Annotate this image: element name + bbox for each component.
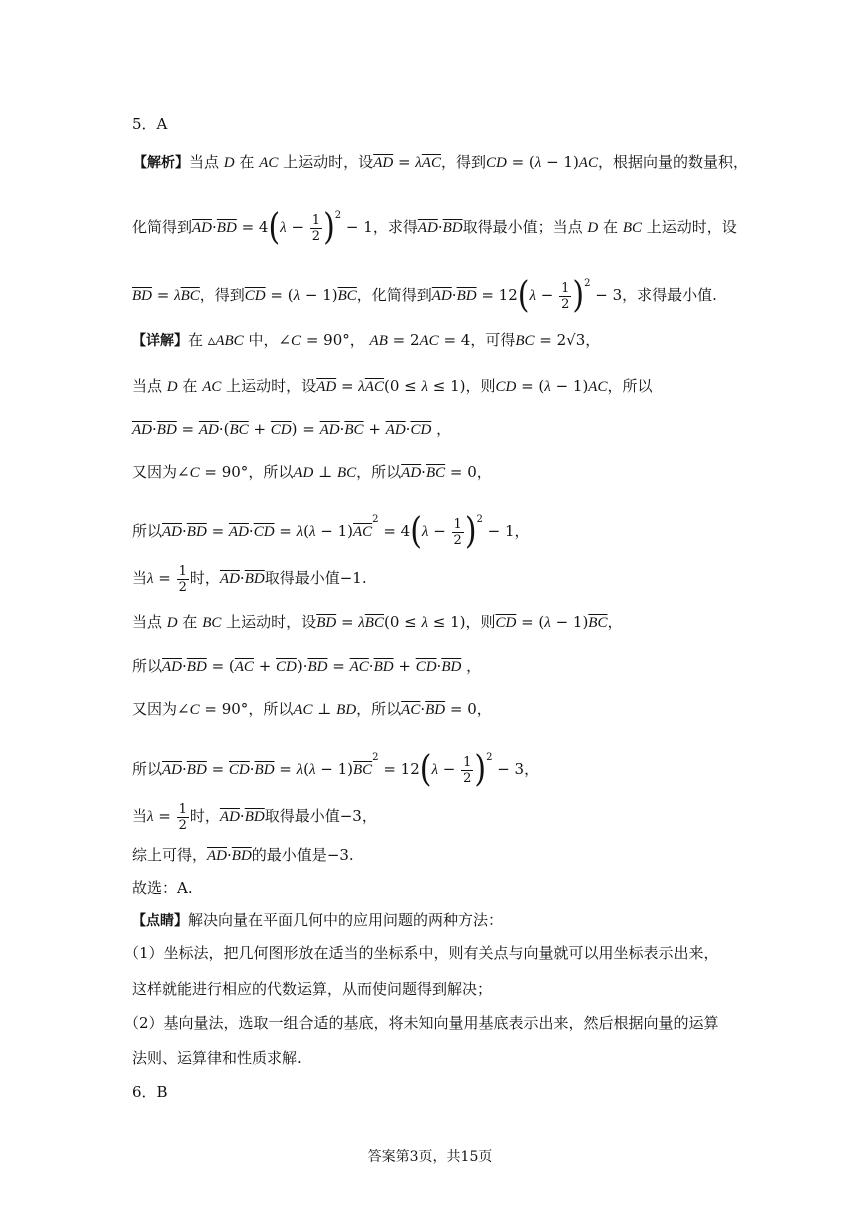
comment-line-4: （2）基向量法，选取一组合适的基底，将未知向量用基底表示出来，然后根据向量的运算 xyxy=(124,1014,719,1032)
comment-line-3: 这样就能进行相应的代数运算，从而使问题得到解决； xyxy=(132,980,493,998)
detail-line-7: 当点 D 在 BC 上运动时，设$\overline{BD} = \lambda\overline{BC}(0 \le \lambda \le 1)$，则$\overline{CD} = (\lambda - 1)\overline{BC}$， xyxy=(132,613,623,631)
detail-line-5: 所以$\overline{AD}\cdot\overline{BD} = \overline{AD}\cdot\overline{CD} = \lambda(\lambda - 1)\overline{AC}^2 = 4(\lambda$ − $\frac{1}{2}$ )$^2$ − 1， xyxy=(132,510,530,553)
comment-line-2: （1）坐标法，把几何图形放在适当的坐标系中，则有关点与向量就可以用坐标表示出来， xyxy=(124,944,719,962)
detail-line-10: 所以$\overline{AD}\cdot\overline{BD} = \overline{CD}\cdot\overline{BD} = \lambda(\lambda - 1)\overline{BC}^2 = 12(\lambda$ − $\frac{1}{2}$ )$^2$ − 3， xyxy=(132,748,540,791)
comment-line-1: 【点睛】解决向量在平面几何中的应用问题的两种方法： xyxy=(132,911,504,929)
detail-line-6: 当λ = $\frac{1}{2}$ 时，$\overline{AD}\cdot\overline{BD}$取得最小值−1. xyxy=(132,563,367,595)
detail-line-8: 所以$\overline{AD}\cdot\overline{BD} = (\overline{AC} + \overline{CD})\cdot\overline{BD} = \overline{AC}\cdot\overline{BD} + \overline{CD}\cdot\overline{BD}$ ， xyxy=(132,657,482,675)
analysis-line-1: 【解析】当点 D 在 AC 上运动时，设$\overline{AD} = \lambda\overline{AC}$，得到CD = (λ − 1)AC，根据向量的数量积， xyxy=(133,153,748,171)
detail-line-11: 当λ = $\frac{1}{2}$ 时，$\overline{AD}\cdot\overline{BD}$取得最小值−3， xyxy=(132,801,377,833)
detail-line-1: 【详解】在 ▵ABC 中，∠C = 90°， AB = 2AC = 4，可得BC = 2√3， xyxy=(132,331,601,349)
detail-line-4: 又因为∠C = 90°，所以AD ⊥ BC，所以$\overline{AD}\cdot\overline{BC} = 0$， xyxy=(132,463,492,481)
analysis-line-3: $\overline{BD} = \lambda\overline{BC}$，得到$\overline{CD} = (\lambda - 1)\overline{BC}$，化简得到$\overline{AD}\cdot\overline{BD} = 12(\lambda$ − $\frac{1}{2}$ )$^2$ − 3，求得最小值. xyxy=(132,274,717,317)
question-5-number: 5．A xyxy=(132,115,168,133)
detail-line-3: $\overline{AD}\cdot\overline{BD} = \overline{AD}\cdot(\overline{BC} + \overline{CD}) = \overline{AD}\cdot\overline{BC} + \overline{AD}\cdot\overline{CD}$ ， xyxy=(132,420,452,438)
detail-line-2: 当点 D 在 AC 上运动时，设$\overline{AD} = \lambda\overline{AC}(0 \le \lambda \le 1)$，则CD = (λ − 1)AC，所以 xyxy=(132,377,653,395)
detail-line-9: 又因为∠C = 90°，所以AC ⊥ BD，所以$\overline{AC}\cdot\overline{BD} = 0$， xyxy=(132,700,492,718)
detail-tag: 【详解】 xyxy=(132,333,188,349)
comment-tag: 【点睛】 xyxy=(132,913,188,929)
page-footer: 答案第3页，共15页 xyxy=(367,1149,493,1165)
detail-line-12: 综上可得，$\overline{AD}\cdot\overline{BD}$的最小值是−3. xyxy=(132,846,354,864)
analysis-tag: 【解析】 xyxy=(133,155,189,171)
comment-line-5: 法则、运算律和性质求解. xyxy=(132,1049,302,1067)
analysis-line-2: 化简得到$\overline{AD}\cdot\overline{BD} = 4(\lambda$ − $\frac{1}{2}$ )$^2$ − 1，求得$\overline{AD}\cdot\overline{BD}$取得最小值；当点 D 在 BC 上运动时，设 xyxy=(132,206,737,249)
answer-line: 故选：A. xyxy=(132,879,193,897)
question-6-number: 6．B xyxy=(132,1083,168,1101)
